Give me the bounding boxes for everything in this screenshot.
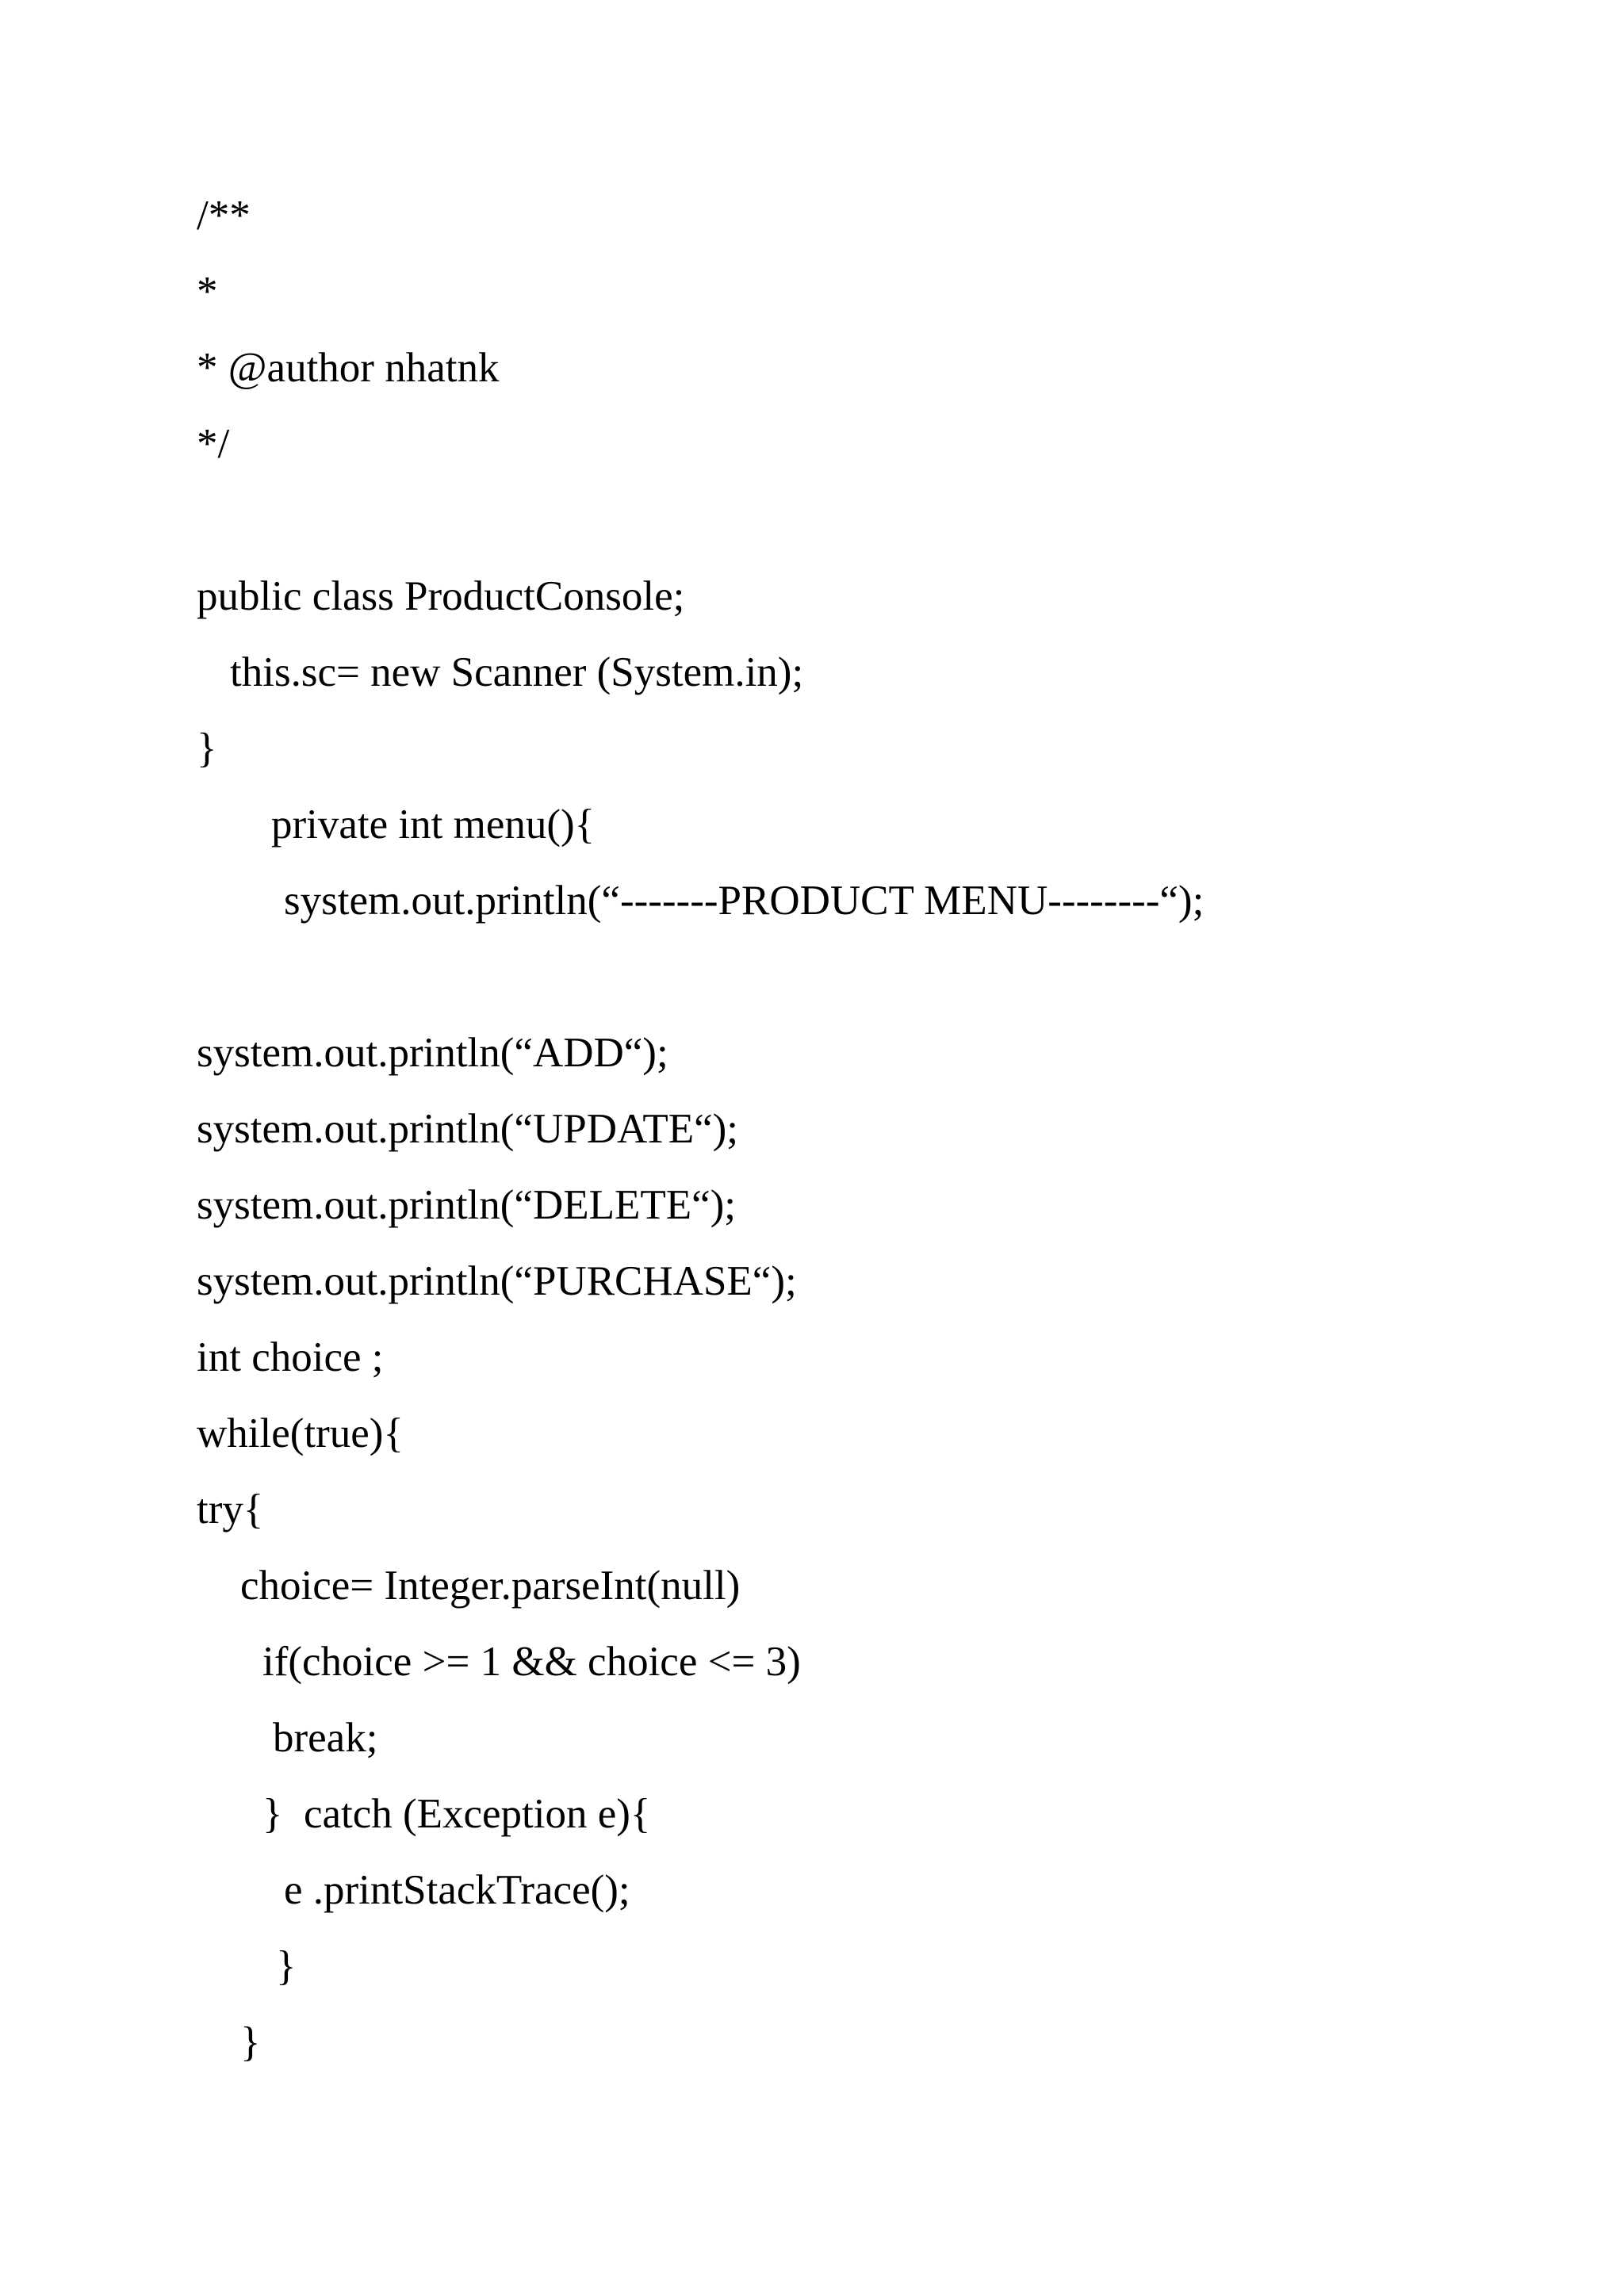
code-line-comment-open: /** [197,193,251,239]
code-line-print-delete: system.out.println(“DELETE“); [197,1182,736,1228]
code-line-if-choice: if(choice >= 1 && choice <= 3) [262,1639,801,1685]
code-line-catch-close: } [276,1943,297,1989]
code-line-brace-close: } [197,725,217,771]
code-line-catch: } catch (Exception e){ [262,1791,651,1837]
code-line-author: * @author nhatnk [197,345,500,391]
code-line-break: break; [273,1715,378,1761]
code-line-parse-int: choice= Integer.parseInt(null) [240,1563,741,1609]
code-line-class-decl: public class ProductConsole; [197,573,685,619]
code-line-scanner-init: this.sc= new Scanner (System.in); [230,649,804,695]
code-line-comment-star: * [197,269,218,315]
code-line-comment-close: */ [197,421,230,467]
code-line-print-stack: e .printStackTrace(); [284,1867,630,1913]
code-line-int-choice: int choice ; [197,1334,384,1380]
code-line-print-update: system.out.println(“UPDATE“); [197,1106,739,1152]
code-line-print-header: system.out.println(“-------PRODUCT MENU--------“); [284,878,1205,924]
code-line-while-close: } [240,2019,261,2065]
code-line-try: try{ [197,1487,264,1533]
code-line-menu-method: private int menu(){ [271,802,596,848]
code-line-while: while(true){ [197,1410,404,1456]
code-line-print-add: system.out.println(“ADD“); [197,1030,668,1076]
code-line-print-purchase: system.out.println(“PURCHASE“); [197,1258,797,1304]
